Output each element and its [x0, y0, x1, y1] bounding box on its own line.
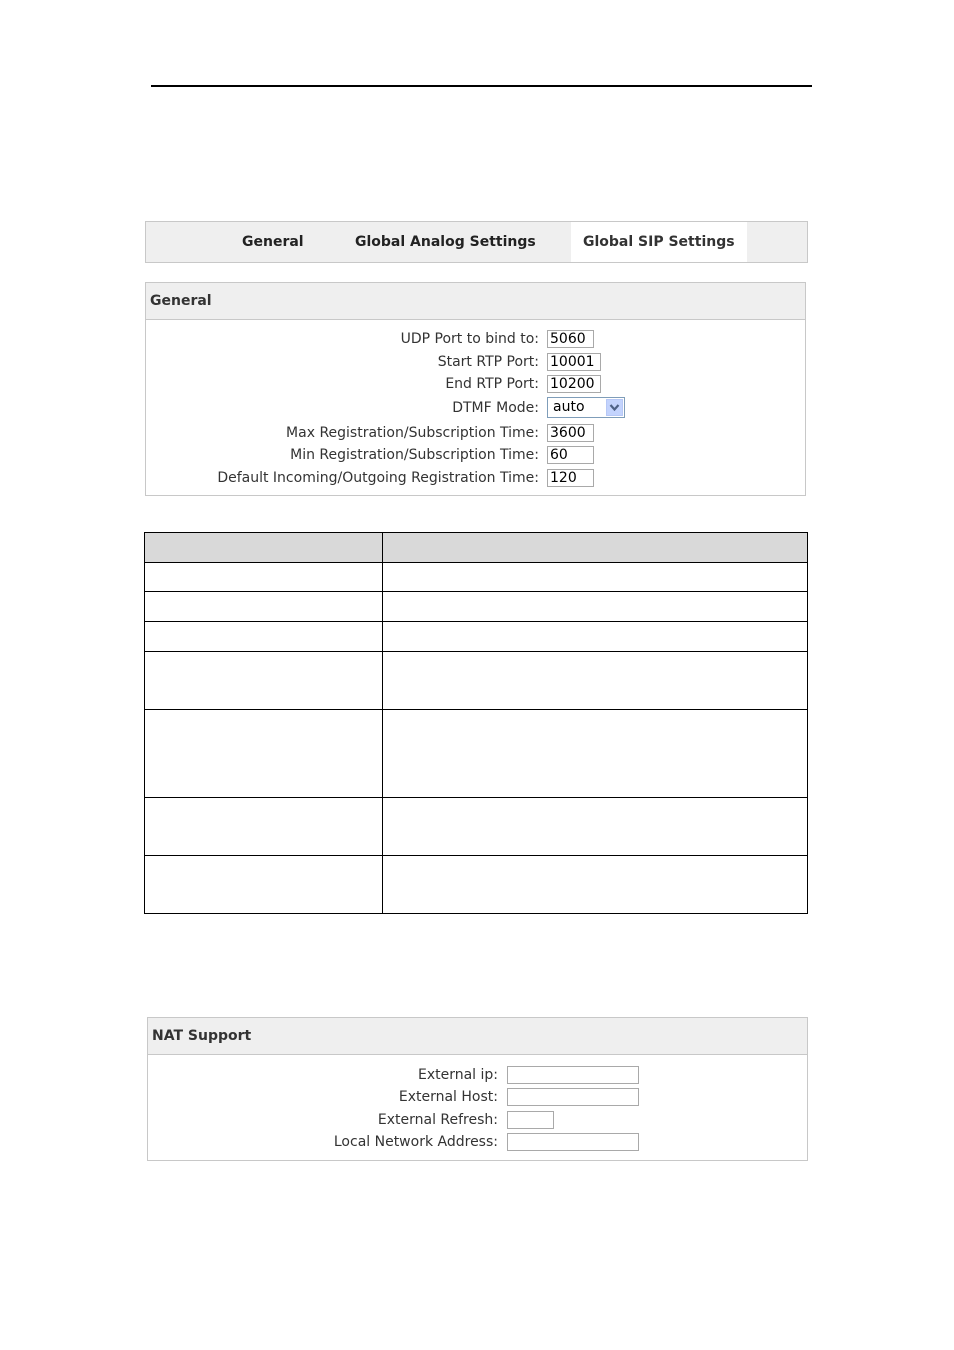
table-cell	[383, 710, 808, 798]
max-reg-row	[146, 424, 539, 442]
table-row	[145, 652, 808, 710]
udp-port-row	[146, 330, 539, 348]
min-reg-row	[146, 446, 539, 464]
table-cell	[383, 798, 808, 856]
dtmf-label: DTMF Mode:	[452, 400, 539, 416]
general-panel	[145, 282, 806, 496]
table-cell	[383, 856, 808, 914]
table-row	[145, 856, 808, 914]
min-reg-label: Min Registration/Subscription Time:	[290, 447, 539, 463]
dtmf-row	[146, 399, 539, 417]
external-host-label: External Host:	[398, 1089, 498, 1105]
max-reg-label: Max Registration/Subscription Time:	[286, 425, 539, 441]
tab-global-analog-settings[interactable]: Global Analog Settings	[355, 234, 536, 250]
table-cell	[383, 592, 808, 622]
table-cell	[145, 592, 383, 622]
external-refresh-label: External Refresh:	[377, 1112, 498, 1128]
udp-port-label: UDP Port to bind to:	[400, 331, 539, 347]
local-network-label: Local Network Address:	[333, 1134, 498, 1150]
settings-tab-bar	[145, 221, 808, 263]
nat-support-panel	[147, 1017, 808, 1161]
min-reg-input[interactable]: 60	[547, 446, 594, 464]
table-row	[145, 798, 808, 856]
nat-support-panel-title: NAT Support	[148, 1018, 807, 1055]
dtmf-mode-value: auto	[553, 399, 585, 415]
table-cell	[145, 798, 383, 856]
external-host-input[interactable]	[507, 1088, 639, 1106]
table-cell	[383, 563, 808, 592]
start-rtp-row	[146, 353, 539, 371]
start-rtp-input[interactable]: 10001	[547, 353, 601, 371]
chevron-down-icon[interactable]	[606, 399, 623, 416]
default-reg-input[interactable]: 120	[547, 469, 594, 487]
page-top-rule	[151, 85, 812, 87]
table-cell	[145, 856, 383, 914]
udp-port-input[interactable]: 5060	[547, 330, 594, 348]
local-network-input[interactable]	[507, 1133, 639, 1151]
table-header-row	[145, 533, 808, 563]
description-table	[144, 532, 808, 914]
start-rtp-label: Start RTP Port:	[437, 354, 539, 370]
external-host-row	[148, 1088, 498, 1106]
external-ip-input[interactable]	[507, 1066, 639, 1084]
default-reg-row	[146, 469, 539, 487]
external-refresh-input[interactable]	[507, 1111, 554, 1129]
external-refresh-row	[148, 1111, 498, 1129]
local-network-row	[148, 1133, 498, 1151]
table-row	[145, 710, 808, 798]
tab-global-sip-settings[interactable]: Global SIP Settings	[571, 222, 747, 262]
table-row	[145, 563, 808, 592]
table-header-cell	[383, 533, 808, 563]
table-cell	[383, 652, 808, 710]
tab-general[interactable]: General	[242, 234, 304, 250]
general-panel-title: General	[146, 283, 805, 320]
table-row	[145, 622, 808, 652]
end-rtp-input[interactable]: 10200	[547, 375, 601, 393]
table-cell	[145, 710, 383, 798]
end-rtp-row	[146, 375, 539, 393]
table-cell	[145, 563, 383, 592]
dtmf-mode-select[interactable]	[547, 397, 625, 418]
external-ip-row	[148, 1066, 498, 1084]
external-ip-label: External ip:	[417, 1067, 498, 1083]
table-header-cell	[145, 533, 383, 563]
max-reg-input[interactable]: 3600	[547, 424, 594, 442]
default-reg-label: Default Incoming/Outgoing Registration Time:	[217, 470, 539, 486]
table-cell	[383, 622, 808, 652]
table-row	[145, 592, 808, 622]
table-cell	[145, 622, 383, 652]
table-cell	[145, 652, 383, 710]
end-rtp-label: End RTP Port:	[445, 376, 539, 392]
